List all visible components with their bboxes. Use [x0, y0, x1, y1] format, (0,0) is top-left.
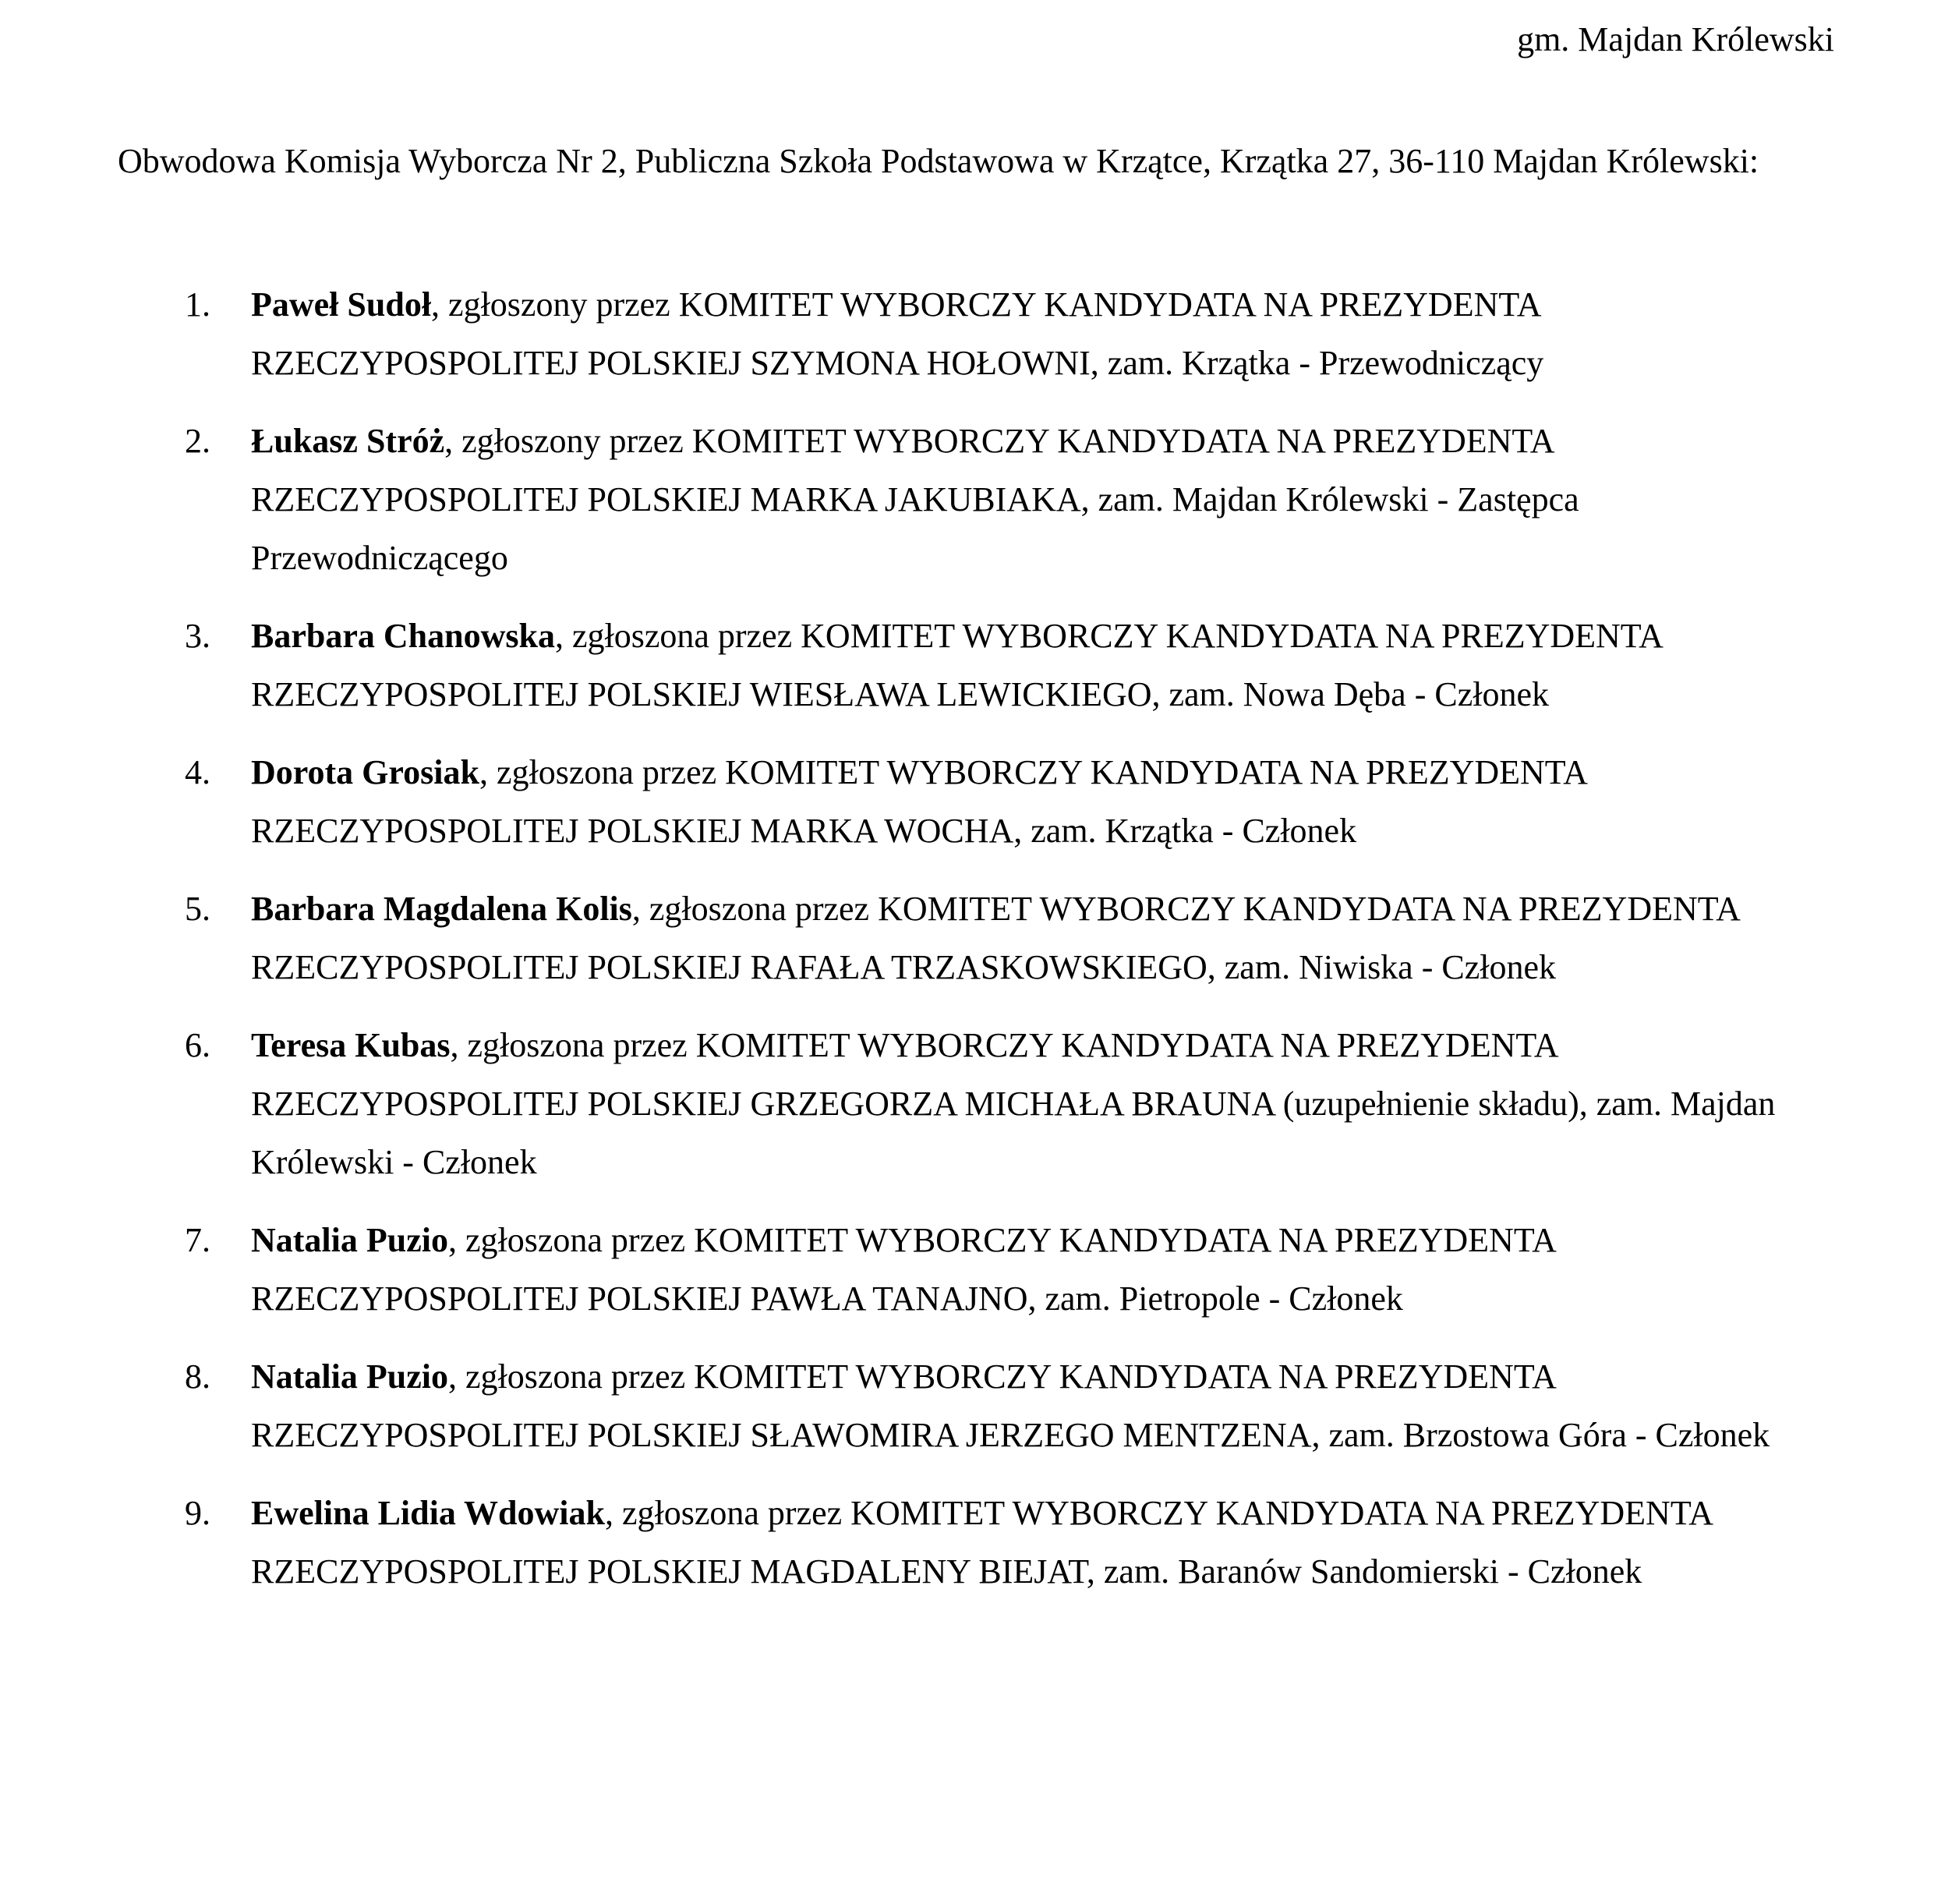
member-details: , zgłoszony przez KOMITET WYBORCZY KANDYDATA NA PREZYDENTA RZECZYPOSPOLITEJ POLSKIEJ MARKA JAKUBIAKA, zam. Majdan Królewski - Zastępca Przewodniczącego [251, 422, 1579, 577]
member-details: , zgłoszona przez KOMITET WYBORCZY KANDYDATA NA PREZYDENTA RZECZYPOSPOLITEJ POLSKIEJ MARKA WOCHA, zam. Krzątka - Członek [251, 753, 1586, 850]
member-item-1 [0, 275, 1779, 392]
member-number: 1. [185, 285, 210, 324]
member-number: 5. [185, 890, 210, 928]
member-item-7 [0, 1211, 1779, 1328]
member-details: , zgłoszony przez KOMITET WYBORCZY KANDYDATA NA PREZYDENTA RZECZYPOSPOLITEJ POLSKIEJ SZYMONA HOŁOWNI, zam. Krzątka - Przewodniczący [251, 285, 1544, 382]
member-name: Barbara Chanowska [251, 617, 555, 655]
member-name: Natalia Puzio [251, 1357, 448, 1396]
member-number: 9. [185, 1494, 210, 1532]
member-details: , zgłoszona przez KOMITET WYBORCZY KANDYDATA NA PREZYDENTA RZECZYPOSPOLITEJ POLSKIEJ SŁAWOMIRA JERZEGO MENTZENA, zam. Brzostowa Góra - Członek [251, 1357, 1770, 1454]
member-name: Teresa Kubas [251, 1026, 451, 1064]
member-number: 7. [185, 1221, 210, 1259]
member-item-3 [0, 607, 1779, 724]
member-item-2 [0, 412, 1779, 587]
member-name: Dorota Grosiak [251, 753, 479, 791]
member-item-6 [0, 1016, 1779, 1191]
member-number: 3. [185, 617, 210, 655]
member-item-4 [0, 743, 1779, 860]
municipality-header: gm. Majdan Królewski [1517, 20, 1834, 58]
member-number: 6. [185, 1026, 210, 1064]
member-details: , zgłoszona przez KOMITET WYBORCZY KANDYDATA NA PREZYDENTA RZECZYPOSPOLITEJ POLSKIEJ GRZEGORZA MICHAŁA BRAUNA (uzupełnienie składu), zam. Majdan Królewski - Członek [251, 1026, 1776, 1181]
member-name: Natalia Puzio [251, 1221, 448, 1259]
member-name: Paweł Sudoł [251, 285, 432, 324]
member-details: , zgłoszona przez KOMITET WYBORCZY KANDYDATA NA PREZYDENTA RZECZYPOSPOLITEJ POLSKIEJ MAGDALENY BIEJAT, zam. Baranów Sandomierski - Członek [251, 1494, 1712, 1591]
member-details: , zgłoszona przez KOMITET WYBORCZY KANDYDATA NA PREZYDENTA RZECZYPOSPOLITEJ POLSKIEJ PAWŁA TANAJNO, zam. Pietropole - Członek [251, 1221, 1555, 1318]
member-details: , zgłoszona przez KOMITET WYBORCZY KANDYDATA NA PREZYDENTA RZECZYPOSPOLITEJ POLSKIEJ WIESŁAWA LEWICKIEGO, zam. Nowa Dęba - Członek [251, 617, 1662, 713]
member-name: Ewelina Lidia Wdowiak [251, 1494, 605, 1532]
member-item-9 [0, 1484, 1779, 1601]
member-item-5 [0, 879, 1779, 996]
commission-heading: Obwodowa Komisja Wyborcza Nr 2, Publiczna Szkoła Podstawowa w Krzątce, Krzątka 27, 36-110 Majdan Królewski: [118, 142, 1759, 180]
member-name: Barbara Magdalena Kolis [251, 890, 632, 928]
member-number: 2. [185, 422, 210, 460]
members-list [0, 275, 1934, 1620]
member-number: 4. [185, 753, 210, 791]
member-number: 8. [185, 1357, 210, 1396]
member-item-8 [0, 1347, 1779, 1464]
member-name: Łukasz Stróż [251, 422, 445, 460]
member-details: , zgłoszona przez KOMITET WYBORCZY KANDYDATA NA PREZYDENTA RZECZYPOSPOLITEJ POLSKIEJ RAFAŁA TRZASKOWSKIEGO, zam. Niwiska - Członek [251, 890, 1739, 986]
